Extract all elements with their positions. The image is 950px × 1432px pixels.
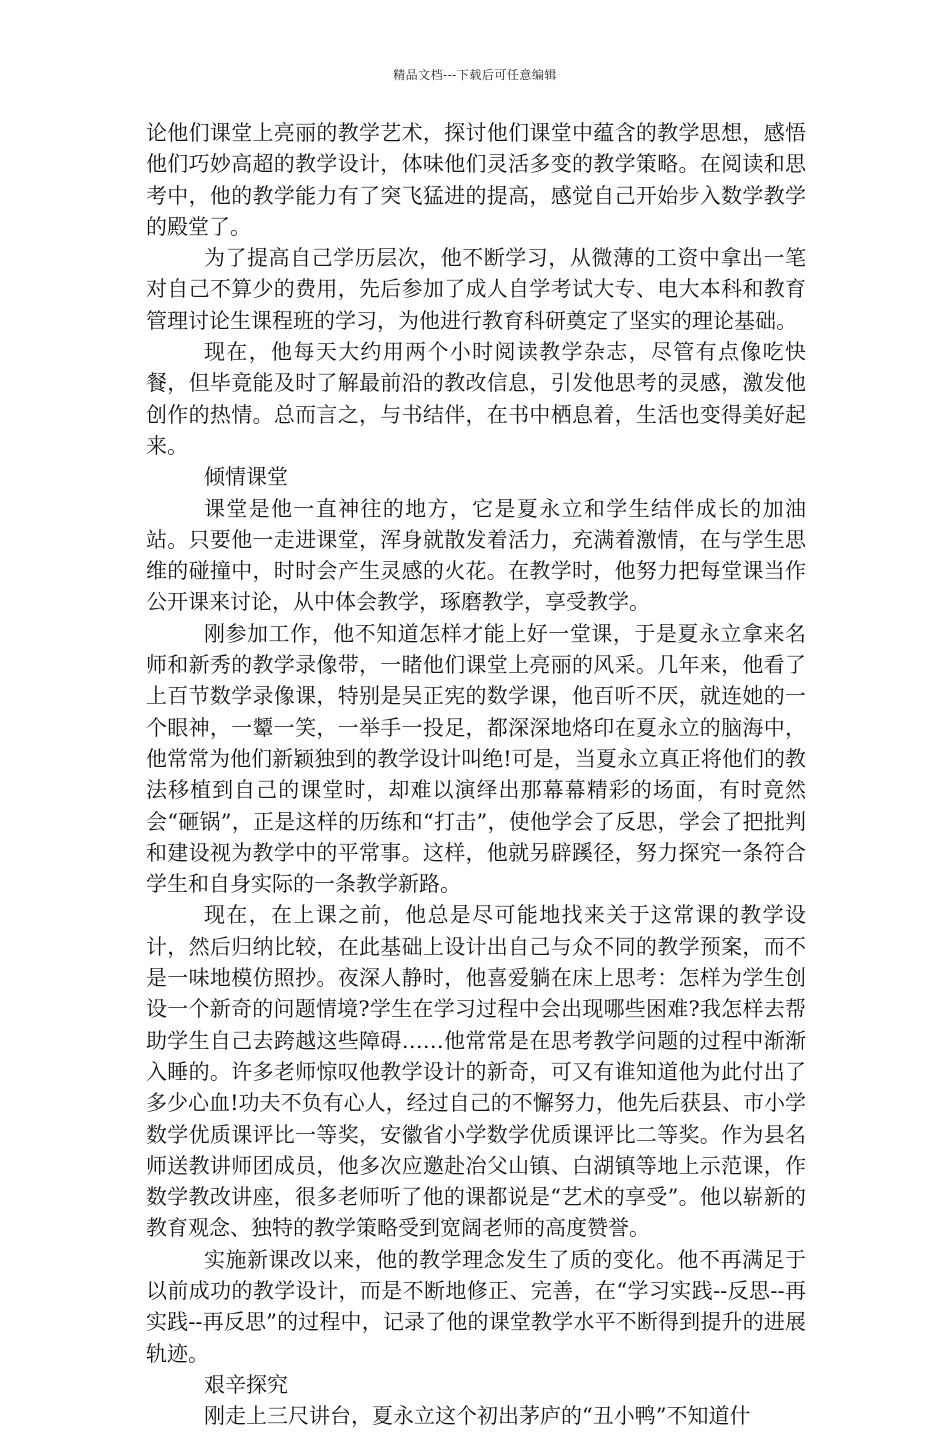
section-heading: 倾情课堂 — [204, 465, 288, 490]
paragraph: 课堂是他一直神往的地方，它是夏永立和学生结伴成长的加油站。只要他一走进课堂，浑身就散发着活力，充满着激情，在与学生思维的碰撞中，时时会产生灵感的火花。在教学时，他努力把每堂课当作公开课来讨论，从中体会教学，琢磨教学，享受教学。 — [146, 496, 806, 615]
paragraph: 刚参加工作，他不知道怎样才能上好一堂课，于是夏永立拿来名师和新秀的教学录像带，一睹他们课堂上亮丽的风采。几年来，他看了上百节数学录像课，特别是吴正宪的数学课，他百听不厌，就连她的一个眼神，一颦一笑，一举手一投足，都深深地烙印在夏永立的脑海中，他常常为他们新颖独到的教学设计叫绝!可是，当夏永立真正将他们的教法移植到自己的课堂时，却难以演绎出那幕幕精彩的场面，有时竟然会“砸锅”，正是这样的历练和“打击”，使他学会了反思，学会了把批判和建设视为教学中的平常事。这样，他就另辟蹊径，努力探究一条符合学生和自身实际的一条教学新路。 — [146, 621, 806, 897]
page-header: 精品文档---下载后可任意编辑 — [393, 68, 557, 82]
paragraph: 现在，在上课之前，他总是尽可能地找来关于这常课的教学设计，然后归纳比较，在此基础上设计出自己与众不同的教学预案，而不是一味地模仿照抄。夜深人静时，他喜爱躺在床上思考：怎样为学生创设一个新奇的问题情境?学生在学习过程中会出现哪些困难?我怎样去帮助学生自己去跨越这些障碍……他常常是在思考教学问题的过程中渐渐入睡的。许多老师惊叹他教学设计的新奇，可又有谁知道他为此付出了多少心血!功夫不负有心人，经过自己的不懈努力，他先后获县、市小学数学优质课评比一等奖，安徽省小学数学优质课评比二等奖。作为县名师送教讲师团成员，他多次应邀赴冶父山镇、白湖镇等地上示范课，作数学教改讲座，很多老师听了他的课都说是“艺术的享受”。他以崭新的教育观念、独特的教学策略受到宽阔老师的高度赞誉。 — [146, 903, 806, 1241]
paragraph: 论他们课堂上亮丽的教学艺术，探讨他们课堂中蕴含的教学思想，感悟他们巧妙高超的教学设计，体味他们灵活多变的教学策略。在阅读和思考中，他的教学能力有了突飞猛进的提高，感觉自己开始步入数学教学的殿堂了。 — [146, 121, 806, 239]
section-heading: 艰辛探究 — [204, 1372, 288, 1397]
paragraph: 实施新课改以来，他的教学理念发生了质的变化。他不再满足于以前成功的教学设计，而是不断地修正、完善，在“学习实践--反思--再实践--再反思”的过程中，记录了他的课堂教学水平不断得到提升的进展轨迹。 — [146, 1247, 806, 1366]
paragraph: 现在，他每天大约用两个小时阅读教学杂志，尽管有点像吃快餐，但毕竟能及时了解最前沿的教改信息，引发他思考的灵感，激发他创作的热情。总而言之，与书结伴，在书中栖息着，生活也变得美好起来。 — [146, 340, 806, 458]
paragraph: 刚走上三尺讲台，夏永立这个初出茅庐的“丑小鸭”不知道什 — [204, 1404, 751, 1429]
body-text — [146, 118, 806, 1432]
paragraph: 为了提高自己学历层次，他不断学习，从微薄的工资中拿出一笔对自己不算少的费用，先后参加了成人自学考试大专、电大本科和教育管理讨论生课程班的学习，为他进行教育科研奠定了坚实的理论基础。 — [146, 246, 806, 333]
